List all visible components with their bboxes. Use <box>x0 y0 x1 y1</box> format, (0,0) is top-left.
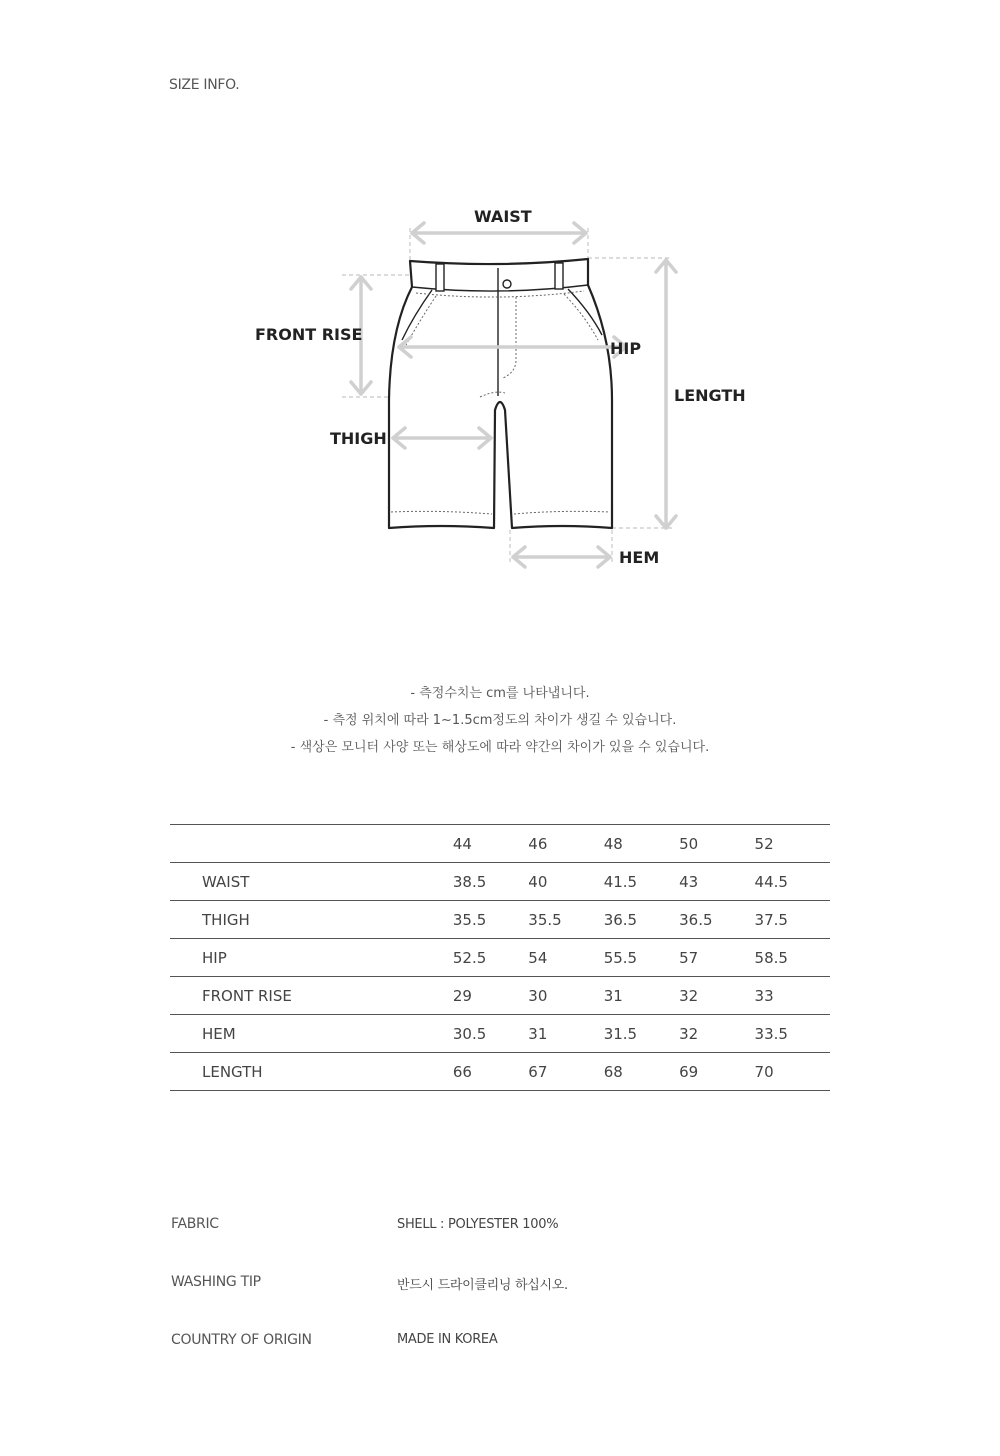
cell-value: 31 <box>528 1015 603 1053</box>
cell-value: 66 <box>453 1053 528 1091</box>
row-label: WAIST <box>170 863 453 901</box>
country-of-origin-label: COUNTRY OF ORIGIN <box>171 1332 312 1348</box>
cell-value: 35.5 <box>453 901 528 939</box>
cell-value: 69 <box>679 1053 754 1091</box>
row-label: HEM <box>170 1015 453 1053</box>
shorts-outline <box>389 259 612 528</box>
cell-value: 41.5 <box>604 863 679 901</box>
length-label: LENGTH <box>674 386 746 405</box>
cell-value: 31.5 <box>604 1015 679 1053</box>
table-header-row <box>170 825 830 863</box>
cell-value: 33.5 <box>755 1015 830 1053</box>
measurement-notes <box>0 680 1000 761</box>
washing-tip-label: WASHING TIP <box>171 1274 261 1290</box>
cell-value: 68 <box>604 1053 679 1091</box>
cell-value: 40 <box>528 863 603 901</box>
row-label: FRONT RISE <box>170 977 453 1015</box>
size-header: 50 <box>679 825 754 863</box>
row-label: THIGH <box>170 901 453 939</box>
cell-value: 38.5 <box>453 863 528 901</box>
fabric-label: FABRIC <box>171 1216 219 1232</box>
hip-label: HIP <box>610 339 642 358</box>
cell-value: 36.5 <box>679 901 754 939</box>
row-label: HIP <box>170 939 453 977</box>
cell-value: 57 <box>679 939 754 977</box>
table-row <box>170 863 830 901</box>
cell-value: 35.5 <box>528 901 603 939</box>
note-line: - 측정수치는 cm를 나타냅니다. <box>410 686 590 701</box>
hem-label: HEM <box>619 548 660 567</box>
size-header: 48 <box>604 825 679 863</box>
table-row <box>170 901 830 939</box>
size-header: 46 <box>528 825 603 863</box>
cell-value: 31 <box>604 977 679 1015</box>
section-title: SIZE INFO. <box>169 77 240 93</box>
cell-value: 32 <box>679 1015 754 1053</box>
cell-value: 32 <box>679 977 754 1015</box>
cell-value: 70 <box>755 1053 830 1091</box>
country-of-origin-value: MADE IN KOREA <box>397 1332 498 1347</box>
fabric-value: SHELL : POLYESTER 100% <box>397 1217 559 1232</box>
table-row <box>170 1053 830 1091</box>
cell-value: 44.5 <box>755 863 830 901</box>
table-row <box>170 977 830 1015</box>
cell-value: 33 <box>755 977 830 1015</box>
thigh-label: THIGH <box>330 429 387 448</box>
row-label: LENGTH <box>170 1053 453 1091</box>
note-line: - 색상은 모니터 사양 또는 해상도에 따라 약간의 차이가 있을 수 있습니다. <box>290 740 710 755</box>
size-table <box>170 824 830 1091</box>
cell-value: 43 <box>679 863 754 901</box>
size-header: 44 <box>453 825 528 863</box>
cell-value: 29 <box>453 977 528 1015</box>
cell-value: 58.5 <box>755 939 830 977</box>
table-row <box>170 1015 830 1053</box>
size-header: 52 <box>755 825 830 863</box>
shorts-diagram <box>0 0 1000 620</box>
note-line: - 측정 위치에 따라 1~1.5cm정도의 차이가 생길 수 있습니다. <box>323 713 677 728</box>
cell-value: 52.5 <box>453 939 528 977</box>
front-rise-label: FRONT RISE <box>255 325 363 344</box>
cell-value: 55.5 <box>604 939 679 977</box>
cell-value: 36.5 <box>604 901 679 939</box>
cell-value: 67 <box>528 1053 603 1091</box>
cell-value: 30 <box>528 977 603 1015</box>
header-empty-cell <box>170 825 453 863</box>
washing-tip-value: 반드시 드라이클리닝 하십시오. <box>397 1278 568 1293</box>
table-row <box>170 939 830 977</box>
cell-value: 37.5 <box>755 901 830 939</box>
cell-value: 54 <box>528 939 603 977</box>
cell-value: 30.5 <box>453 1015 528 1053</box>
waist-label: WAIST <box>474 207 532 226</box>
